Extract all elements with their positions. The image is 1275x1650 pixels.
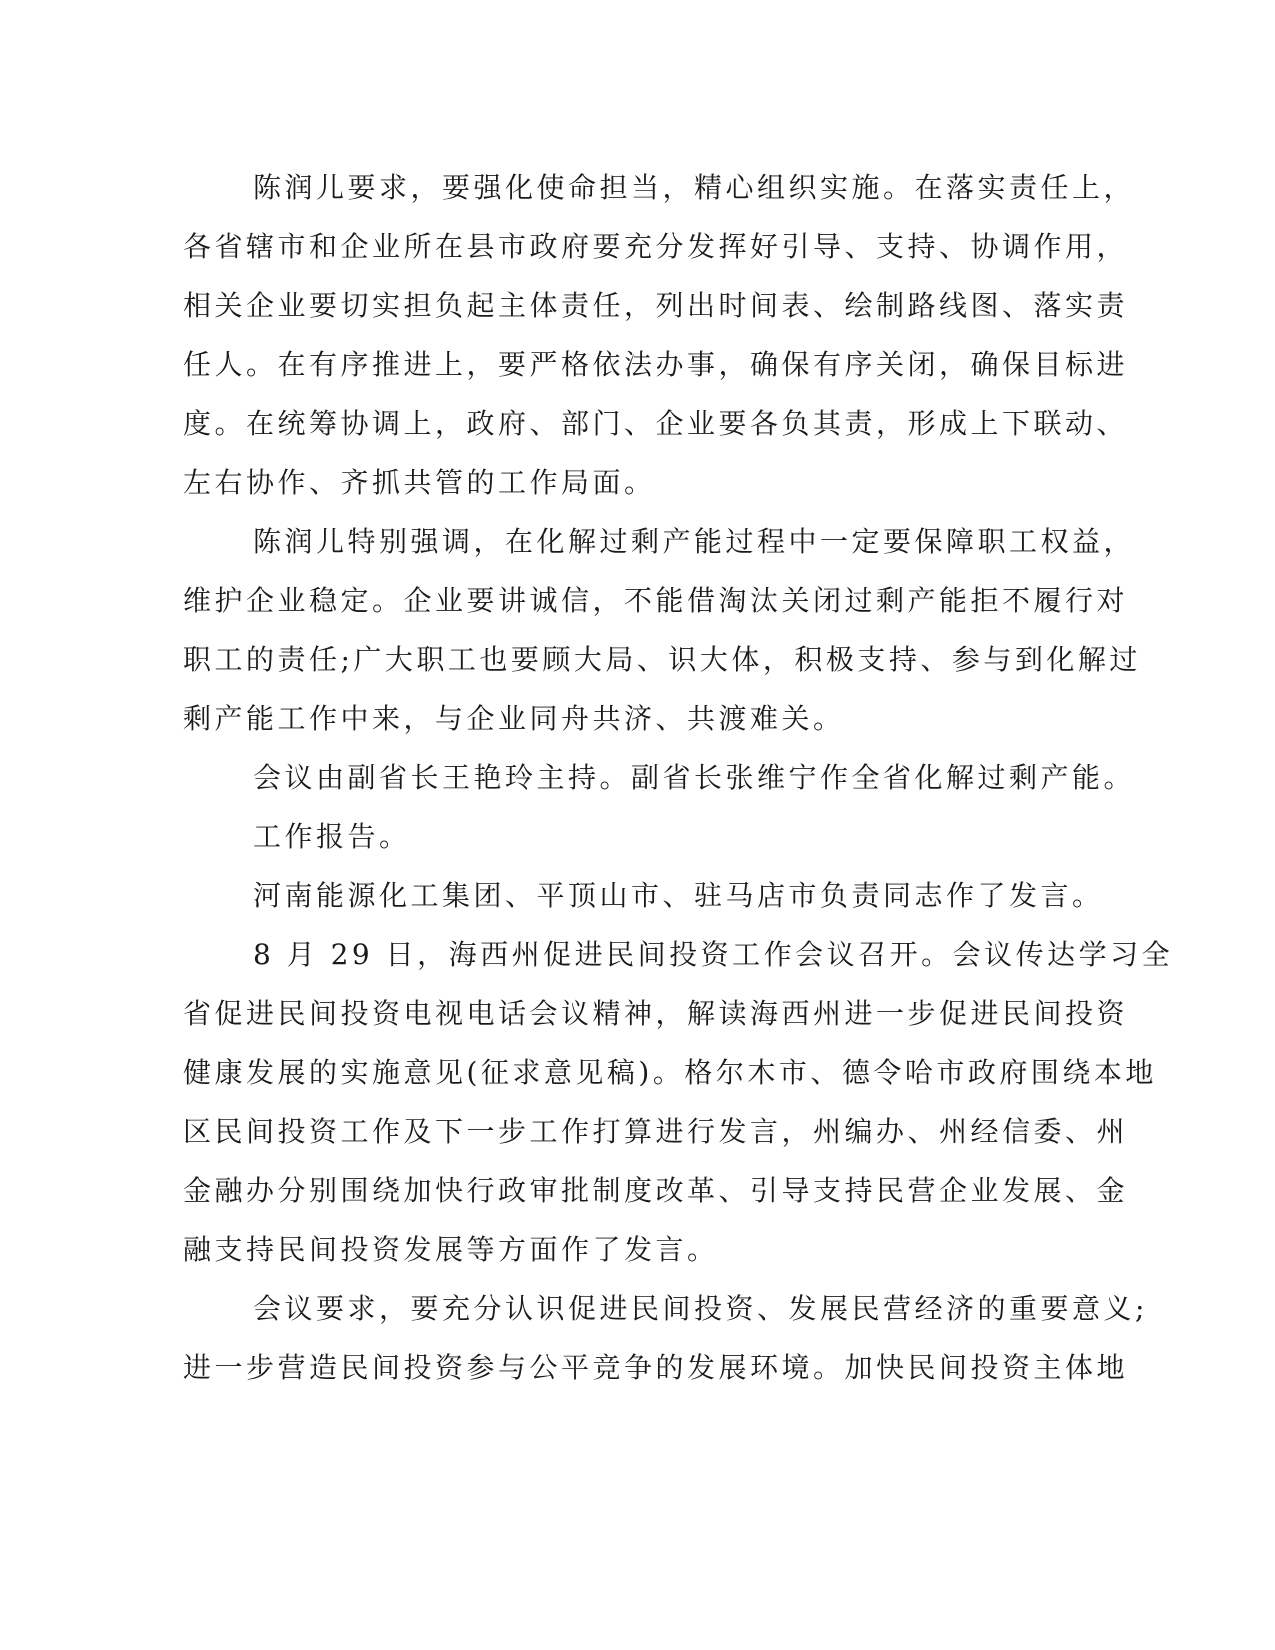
text-line: 河南能源化工集团、平顶山市、驻马店市负责同志作了发言。 [253,879,1104,912]
text-line: 融支持民间投资发展等方面作了发言。 [183,1233,719,1266]
text-line: 职工的责任;广大职工也要顾大局、识大体，积极支持、参与到化解过 [183,643,1141,676]
text-line: 会议由副省长王艳玲主持。副省长张维宁作全省化解过剩产能。 [253,761,1136,794]
text-line: 维护企业稳定。企业要讲诚信，不能借淘汰关闭过剩产能拒不履行对 [183,584,1129,617]
text-line: 陈润儿要求，要强化使命担当，精心组织实施。在落实责任上， [253,171,1136,204]
text-line: 度。在统筹协调上，政府、部门、企业要各负其责，形成上下联动、 [183,407,1129,440]
text-line: 会议要求，要充分认识促进民间投资、发展民营经济的重要意义; [253,1292,1148,1325]
text-line: 相关企业要切实担负起主体责任，列出时间表、绘制路线图、落实责 [183,289,1129,322]
text-line: 进一步营造民间投资参与公平竞争的发展环境。加快民间投资主体地 [183,1351,1129,1384]
text-line: 剩产能工作中来，与企业同舟共济、共渡难关。 [183,702,845,735]
text-line: 任人。在有序推进上，要严格依法办事，确保有序关闭，确保目标进 [183,348,1129,381]
text-line: 工作报告。 [253,820,411,853]
text-line: 左右协作、齐抓共管的工作局面。 [183,466,656,499]
document-body [183,158,1174,1397]
text-line: 8 月 29 日，海西州促进民间投资工作会议召开。会议传达学习全 [253,938,1174,971]
text-line: 健康发展的实施意见(征求意见稿)。格尔木市、德令哈市政府围绕本地 [183,1056,1157,1089]
text-line: 金融办分别围绕加快行政审批制度改革、引导支持民营企业发展、金 [183,1174,1129,1207]
text-line: 区民间投资工作及下一步工作打算进行发言，州编办、州经信委、州 [183,1115,1129,1148]
text-line: 陈润儿特别强调，在化解过剩产能过程中一定要保障职工权益， [253,525,1136,558]
text-line: 省促进民间投资电视电话会议精神，解读海西州进一步促进民间投资 [183,997,1129,1030]
text-line: 各省辖市和企业所在县市政府要充分发挥好引导、支持、协调作用， [183,230,1129,263]
